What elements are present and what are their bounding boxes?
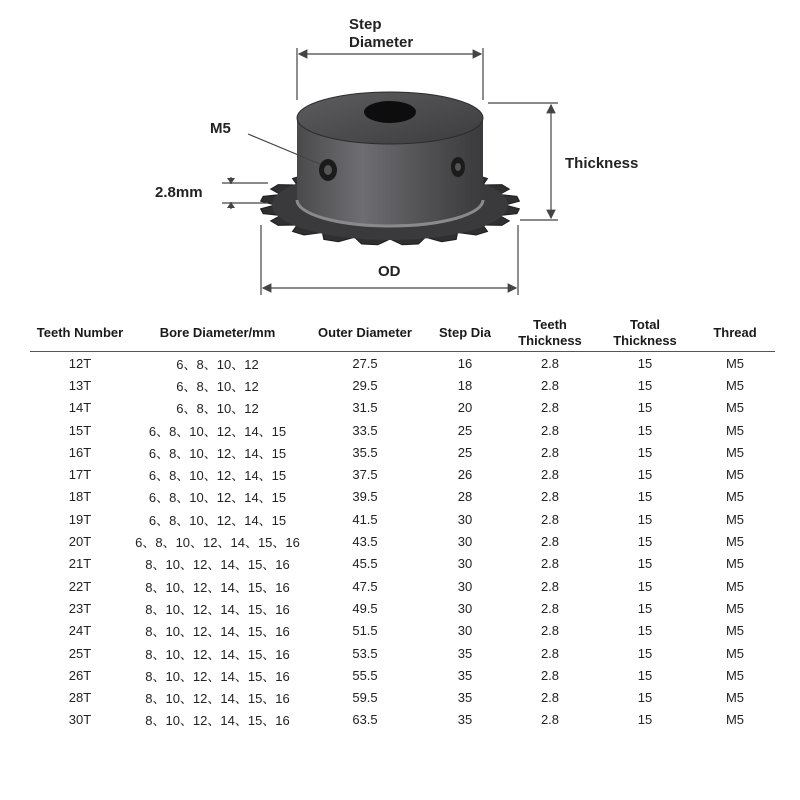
cell-total-thickness: 15 (637, 556, 653, 572)
cell-thread: M5 (725, 578, 745, 594)
cell-thread: M5 (725, 712, 745, 728)
table-row (30, 709, 775, 731)
cell-teeth-thickness: 2.8 (540, 623, 560, 639)
cell-outer-diameter: 41.5 (352, 511, 378, 527)
cell-teeth-number: 25T (68, 645, 92, 661)
od-label: OD (378, 263, 401, 280)
cell-teeth-thickness: 2.8 (540, 444, 560, 460)
cell-total-thickness: 15 (637, 578, 653, 594)
cell-outer-diameter: 63.5 (352, 712, 378, 728)
cell-step-dia: 28 (457, 489, 473, 505)
cell-teeth-number: 28T (68, 690, 92, 706)
cell-total-thickness: 15 (637, 667, 653, 683)
cell-teeth-number: 18T (68, 489, 92, 505)
cell-teeth-number: 12T (68, 355, 92, 371)
cell-teeth-thickness: 2.8 (540, 355, 560, 371)
table-row (30, 352, 775, 375)
cell-bore-diameter: 8、10、12、14、15、16 (145, 579, 290, 595)
cell-step-dia: 30 (457, 623, 473, 639)
cell-total-thickness: 15 (637, 355, 653, 371)
cell-outer-diameter: 49.5 (352, 600, 378, 616)
header-thread: Thread (695, 315, 775, 352)
header-total-thickness: Total Thickness (595, 315, 695, 352)
table-header-row (30, 315, 775, 352)
table-row (30, 664, 775, 686)
table-row (30, 508, 775, 530)
cell-teeth-number: 22T (68, 578, 92, 594)
table-body (30, 352, 775, 732)
cell-bore-diameter: 6、8、10、12 (176, 401, 259, 417)
table-row (30, 530, 775, 552)
cell-teeth-thickness: 2.8 (540, 422, 560, 438)
cell-bore-diameter: 8、10、12、14、15、16 (145, 668, 290, 684)
table-row (30, 374, 775, 396)
cell-teeth-thickness: 2.8 (540, 645, 560, 661)
thread-label: M5 (210, 120, 231, 137)
cell-total-thickness: 15 (637, 489, 653, 505)
cell-total-thickness: 15 (637, 400, 653, 416)
header-teeth-thickness: Teeth Thickness (505, 315, 595, 352)
cell-total-thickness: 15 (637, 444, 653, 460)
cell-teeth-number: 24T (68, 623, 92, 639)
table-row (30, 686, 775, 708)
cell-teeth-thickness: 2.8 (540, 667, 560, 683)
header-teeth-number: Teeth Number (30, 315, 130, 352)
sprocket-hub (297, 92, 483, 226)
cell-bore-diameter: 8、10、12、14、15、16 (145, 713, 290, 729)
cell-bore-diameter: 6、8、10、12、14、15 (148, 468, 287, 484)
cell-outer-diameter: 45.5 (352, 556, 378, 572)
cell-thread: M5 (725, 645, 745, 661)
header-outer-diameter: Outer Diameter (305, 315, 425, 352)
cell-step-dia: 25 (457, 444, 473, 460)
cell-step-dia: 35 (457, 667, 473, 683)
cell-step-dia: 30 (457, 511, 473, 527)
cell-step-dia: 20 (457, 400, 473, 416)
table-row (30, 397, 775, 419)
cell-outer-diameter: 59.5 (352, 690, 378, 706)
cell-bore-diameter: 8、10、12、14、15、16 (145, 557, 290, 573)
cell-total-thickness: 15 (637, 600, 653, 616)
cell-total-thickness: 15 (637, 377, 653, 393)
cell-thread: M5 (725, 511, 745, 527)
cell-step-dia: 35 (457, 645, 473, 661)
cell-outer-diameter: 29.5 (352, 377, 378, 393)
cell-total-thickness: 15 (637, 511, 653, 527)
table-row (30, 486, 775, 508)
cell-thread: M5 (725, 400, 745, 416)
cell-teeth-thickness: 2.8 (540, 712, 560, 728)
cell-step-dia: 30 (457, 556, 473, 572)
cell-total-thickness: 15 (637, 712, 653, 728)
header-bore-diameter: Bore Diameter/mm (130, 315, 305, 352)
cell-teeth-number: 14T (68, 400, 92, 416)
cell-step-dia: 26 (457, 467, 473, 483)
table-row (30, 553, 775, 575)
cell-bore-diameter: 6、8、10、12、14、15 (148, 512, 287, 528)
cell-outer-diameter: 31.5 (352, 400, 378, 416)
cell-bore-diameter: 6、8、10、12、14、15 (148, 445, 287, 461)
cell-bore-diameter: 8、10、12、14、15、16 (145, 646, 290, 662)
cell-thread: M5 (725, 534, 745, 550)
cell-teeth-number: 23T (68, 600, 92, 616)
cell-total-thickness: 15 (637, 690, 653, 706)
cell-thread: M5 (725, 377, 745, 393)
cell-teeth-number: 17T (68, 467, 92, 483)
cell-teeth-number: 15T (68, 422, 92, 438)
cell-bore-diameter: 8、10、12、14、15、16 (145, 601, 290, 617)
cell-outer-diameter: 37.5 (352, 467, 378, 483)
cell-teeth-thickness: 2.8 (540, 690, 560, 706)
cell-bore-diameter: 6、8、10、12 (176, 378, 259, 394)
cell-outer-diameter: 27.5 (352, 355, 378, 371)
teeth-thickness-label: 2.8mm (155, 184, 203, 201)
cell-bore-diameter: 6、8、10、12、14、15 (148, 423, 287, 439)
cell-thread: M5 (725, 467, 745, 483)
cell-step-dia: 30 (457, 600, 473, 616)
step-diameter-label: Step Diameter (349, 16, 414, 51)
thickness-label: Thickness (565, 155, 639, 172)
cell-step-dia: 25 (457, 422, 473, 438)
cell-bore-diameter: 6、8、10、12、14、15 (148, 490, 287, 506)
cell-teeth-number: 30T (68, 712, 92, 728)
cell-step-dia: 35 (457, 712, 473, 728)
cell-teeth-thickness: 2.8 (540, 489, 560, 505)
cell-thread: M5 (725, 444, 745, 460)
cell-outer-diameter: 39.5 (352, 489, 378, 505)
cell-thread: M5 (725, 422, 745, 438)
cell-bore-diameter: 6、8、10、12 (176, 356, 259, 372)
cell-total-thickness: 15 (637, 534, 653, 550)
cell-thread: M5 (725, 623, 745, 639)
cell-teeth-number: 21T (68, 556, 92, 572)
table-row (30, 419, 775, 441)
cell-step-dia: 35 (457, 690, 473, 706)
cell-teeth-thickness: 2.8 (540, 534, 560, 550)
cell-step-dia: 30 (457, 534, 473, 550)
cell-step-dia: 18 (457, 377, 473, 393)
cell-teeth-thickness: 2.8 (540, 556, 560, 572)
cell-total-thickness: 15 (637, 422, 653, 438)
cell-teeth-thickness: 2.8 (540, 377, 560, 393)
cell-teeth-number: 19T (68, 511, 92, 527)
table-row (30, 642, 775, 664)
cell-step-dia: 16 (457, 355, 473, 371)
table-row (30, 620, 775, 642)
cell-outer-diameter: 43.5 (352, 534, 378, 550)
cell-outer-diameter: 47.5 (352, 578, 378, 594)
cell-teeth-thickness: 2.8 (540, 578, 560, 594)
cell-total-thickness: 15 (637, 623, 653, 639)
cell-thread: M5 (725, 600, 745, 616)
cell-thread: M5 (725, 556, 745, 572)
cell-bore-diameter: 8、10、12、14、15、16 (145, 691, 290, 707)
cell-teeth-thickness: 2.8 (540, 511, 560, 527)
cell-thread: M5 (725, 690, 745, 706)
cell-teeth-number: 26T (68, 667, 92, 683)
table-row (30, 575, 775, 597)
cell-teeth-thickness: 2.8 (540, 400, 560, 416)
bore-hole (364, 101, 416, 123)
cell-outer-diameter: 55.5 (352, 667, 378, 683)
cell-teeth-thickness: 2.8 (540, 600, 560, 616)
cell-bore-diameter: 8、10、12、14、15、16 (145, 624, 290, 640)
cell-teeth-number: 13T (68, 377, 92, 393)
cell-teeth-thickness: 2.8 (540, 467, 560, 483)
cell-outer-diameter: 51.5 (352, 623, 378, 639)
cell-total-thickness: 15 (637, 645, 653, 661)
table-row (30, 597, 775, 619)
cell-teeth-number: 20T (68, 534, 92, 550)
spec-table (30, 315, 775, 731)
cell-thread: M5 (725, 489, 745, 505)
cell-outer-diameter: 33.5 (352, 422, 378, 438)
cell-outer-diameter: 53.5 (352, 645, 378, 661)
cell-total-thickness: 15 (637, 467, 653, 483)
cell-step-dia: 30 (457, 578, 473, 594)
cell-bore-diameter: 6、8、10、12、14、15、16 (135, 535, 300, 551)
cell-outer-diameter: 35.5 (352, 444, 378, 460)
cell-thread: M5 (725, 667, 745, 683)
cell-teeth-number: 16T (68, 444, 92, 460)
table-row (30, 463, 775, 485)
header-step-dia: Step Dia (425, 315, 505, 352)
cell-thread: M5 (725, 355, 745, 371)
table-row (30, 441, 775, 463)
